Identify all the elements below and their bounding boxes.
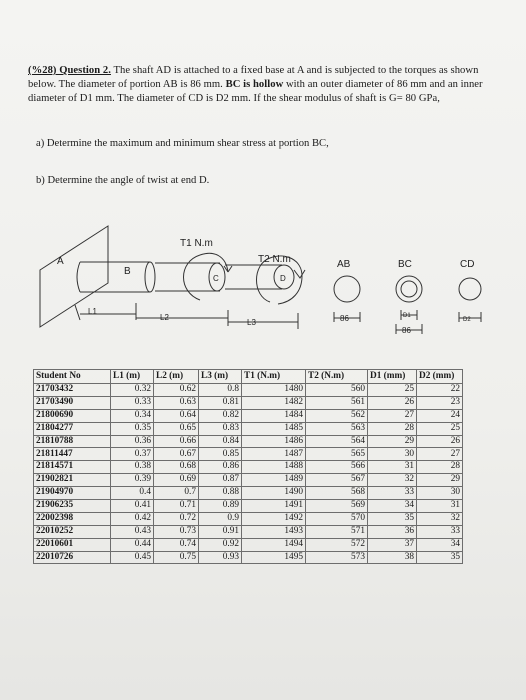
table-cell: 563 (306, 422, 368, 435)
table-cell: 560 (306, 384, 368, 397)
table-cell: 0.84 (199, 435, 242, 448)
cell-student-no: 22010601 (34, 538, 111, 551)
table-cell: 24 (417, 409, 463, 422)
table-cell: 0.33 (111, 396, 154, 409)
cross-section-bc-outer (396, 276, 422, 302)
shaft-bc (155, 263, 220, 291)
cell-student-no: 22002398 (34, 512, 111, 525)
table-row (34, 525, 463, 538)
part-b: b) Determine the angle of twist at end D. (36, 175, 210, 186)
table-cell: 26 (417, 435, 463, 448)
table-cell: 25 (417, 422, 463, 435)
table-cell: 0.65 (154, 422, 199, 435)
part-a: a) Determine the maximum and minimum shear stress at portion BC, (36, 138, 329, 149)
table-cell: 0.89 (199, 500, 242, 513)
table-cell: 27 (417, 448, 463, 461)
table-cell: 0.82 (199, 409, 242, 422)
label-b: B (124, 266, 131, 277)
table-cell: 1491 (242, 500, 306, 513)
table-row (34, 512, 463, 525)
label-dim-d1: D1 (403, 313, 411, 319)
table-cell: 1488 (242, 461, 306, 474)
table-cell: 1482 (242, 396, 306, 409)
table-cell: 0.42 (111, 512, 154, 525)
label-dim-bc-outer: 86 (402, 326, 411, 335)
shaft-cd (225, 265, 282, 289)
table-cell: 0.67 (154, 448, 199, 461)
cell-student-no: 21804277 (34, 422, 111, 435)
table-cell: 31 (417, 500, 463, 513)
question-sentence-2: with an outer diameter of 86 mm and an inner diameter of D1 mm. The diameter of CD is D2 mm. If the shear modulus of shaft is G= 80 GPa, (28, 79, 483, 104)
label-c: C (213, 274, 219, 283)
table-cell: 35 (417, 551, 463, 564)
label-t1: T1 N.m (180, 238, 213, 249)
table-cell: 36 (368, 525, 417, 538)
table-cell: 566 (306, 461, 368, 474)
cell-student-no: 21902821 (34, 474, 111, 487)
table-cell: 0.86 (199, 461, 242, 474)
label-t2: T2 N.m (258, 254, 291, 265)
table-cell: 0.87 (199, 474, 242, 487)
table-row (34, 538, 463, 551)
table-cell: 34 (368, 500, 417, 513)
table-cell: 32 (368, 474, 417, 487)
table-cell: 1493 (242, 525, 306, 538)
table-cell: 0.92 (199, 538, 242, 551)
table-body (34, 384, 463, 564)
table-cell: 29 (368, 435, 417, 448)
label-section-bc: BC (398, 259, 412, 270)
table-row (34, 474, 463, 487)
table-row (34, 448, 463, 461)
table-cell: 22 (417, 384, 463, 397)
table-cell: 570 (306, 512, 368, 525)
cell-student-no: 21810788 (34, 435, 111, 448)
table-cell: 35 (368, 512, 417, 525)
header-t1: T1 (N.m) (242, 370, 306, 384)
label-dim-ab: 86 (340, 314, 349, 323)
header-d2: D2 (mm) (417, 370, 463, 384)
table-cell: 0.36 (111, 435, 154, 448)
header-t2: T2 (N.m) (306, 370, 368, 384)
shaft-end-a (77, 262, 80, 292)
table-row (34, 384, 463, 397)
table-cell: 565 (306, 448, 368, 461)
label-d: D (280, 274, 286, 283)
table-cell: 564 (306, 435, 368, 448)
header-l3: L3 (m) (199, 370, 242, 384)
table-row (34, 500, 463, 513)
table-cell: 0.85 (199, 448, 242, 461)
table-cell: 23 (417, 396, 463, 409)
table-row (34, 487, 463, 500)
table-cell: 0.66 (154, 435, 199, 448)
table-cell: 0.8 (199, 384, 242, 397)
table-cell: 1489 (242, 474, 306, 487)
table-cell: 572 (306, 538, 368, 551)
table-cell: 1490 (242, 487, 306, 500)
label-l3: L3 (247, 318, 256, 327)
table-cell: 33 (368, 487, 417, 500)
table-cell: 1495 (242, 551, 306, 564)
label-l2: L2 (160, 313, 169, 322)
table-cell: 30 (417, 487, 463, 500)
table-cell: 573 (306, 551, 368, 564)
table-row (34, 396, 463, 409)
table-row (34, 409, 463, 422)
header-d1: D1 (mm) (368, 370, 417, 384)
table-cell: 0.44 (111, 538, 154, 551)
table-cell: 27 (368, 409, 417, 422)
table-cell: 0.62 (154, 384, 199, 397)
table-cell: 0.72 (154, 512, 199, 525)
table-cell: 37 (368, 538, 417, 551)
cell-student-no: 21811447 (34, 448, 111, 461)
table-cell: 0.41 (111, 500, 154, 513)
table-row (34, 461, 463, 474)
table-cell: 31 (368, 461, 417, 474)
dimension-l3 (228, 313, 298, 329)
table-cell: 568 (306, 487, 368, 500)
label-section-ab: AB (337, 259, 351, 270)
question-heading: (%28) Question 2. (28, 65, 111, 76)
table-cell: 0.39 (111, 474, 154, 487)
table-cell: 32 (417, 512, 463, 525)
table-cell: 0.38 (111, 461, 154, 474)
table-cell: 0.45 (111, 551, 154, 564)
table-cell: 0.88 (199, 487, 242, 500)
table-cell: 26 (368, 396, 417, 409)
student-data-table (33, 369, 463, 564)
table-cell: 1484 (242, 409, 306, 422)
table-cell: 25 (368, 384, 417, 397)
section-b-ring (145, 262, 155, 292)
table-cell: 1492 (242, 512, 306, 525)
table-cell: 0.4 (111, 487, 154, 500)
fixed-base-wall (40, 226, 108, 327)
cell-student-no: 22010252 (34, 525, 111, 538)
cross-section-ab (334, 276, 360, 302)
header-l2: L2 (m) (154, 370, 199, 384)
cell-student-no: 21703432 (34, 384, 111, 397)
table-cell: 1485 (242, 422, 306, 435)
torque-t1-arc (184, 253, 229, 300)
shaft-ab (80, 262, 150, 292)
cell-student-no: 21703490 (34, 396, 111, 409)
table-cell: 30 (368, 448, 417, 461)
table-cell: 0.43 (111, 525, 154, 538)
cell-student-no: 21800690 (34, 409, 111, 422)
cell-student-no: 21906235 (34, 500, 111, 513)
table-cell: 561 (306, 396, 368, 409)
header-l1: L1 (m) (111, 370, 154, 384)
table-cell: 567 (306, 474, 368, 487)
torque-t2-arrowhead (294, 270, 305, 278)
cross-section-cd (459, 278, 481, 300)
header-student-no: Student No (34, 370, 111, 384)
cell-student-no: 22010726 (34, 551, 111, 564)
table-cell: 1494 (242, 538, 306, 551)
table-cell: 0.37 (111, 448, 154, 461)
table-row (34, 422, 463, 435)
table-cell: 0.68 (154, 461, 199, 474)
table-cell: 0.74 (154, 538, 199, 551)
cell-student-no: 21814571 (34, 461, 111, 474)
table-cell: 29 (417, 474, 463, 487)
table-cell: 0.83 (199, 422, 242, 435)
table-cell: 0.91 (199, 525, 242, 538)
table-cell: 1487 (242, 448, 306, 461)
cell-student-no: 21904970 (34, 487, 111, 500)
table-cell: 0.9 (199, 512, 242, 525)
table-cell: 0.34 (111, 409, 154, 422)
label-a: A (57, 256, 64, 267)
table-cell: 571 (306, 525, 368, 538)
label-l1: L1 (88, 307, 97, 316)
table-cell: 1486 (242, 435, 306, 448)
table-cell: 0.63 (154, 396, 199, 409)
table-cell: 0.69 (154, 474, 199, 487)
table-cell: 0.64 (154, 409, 199, 422)
dimension-l2 (136, 310, 228, 326)
table-cell: 34 (417, 538, 463, 551)
table-cell: 28 (368, 422, 417, 435)
table-cell: 0.73 (154, 525, 199, 538)
label-dim-d2: D2 (463, 317, 471, 323)
table-cell: 1480 (242, 384, 306, 397)
label-section-cd: CD (460, 259, 475, 270)
table-header-row (34, 370, 463, 384)
table-cell: 569 (306, 500, 368, 513)
table-cell: 0.81 (199, 396, 242, 409)
table-row (34, 435, 463, 448)
cross-section-bc-inner (401, 281, 417, 297)
question-bold-phrase: BC is hollow (225, 79, 284, 90)
table-cell: 33 (417, 525, 463, 538)
dimension-l1 (75, 303, 136, 320)
table-cell: 0.32 (111, 384, 154, 397)
table-cell: 0.35 (111, 422, 154, 435)
table-row (34, 551, 463, 564)
question-sentence-1: The shaft AD is attached to a fixed base at A and is subjected to the torques as shown below. The diameter of portion AB is 86 mm. (28, 65, 479, 90)
table-cell: 38 (368, 551, 417, 564)
table-cell: 0.7 (154, 487, 199, 500)
table-cell: 0.75 (154, 551, 199, 564)
table-cell: 0.71 (154, 500, 199, 513)
table-cell: 562 (306, 409, 368, 422)
table-cell: 0.93 (199, 551, 242, 564)
table-cell: 28 (417, 461, 463, 474)
